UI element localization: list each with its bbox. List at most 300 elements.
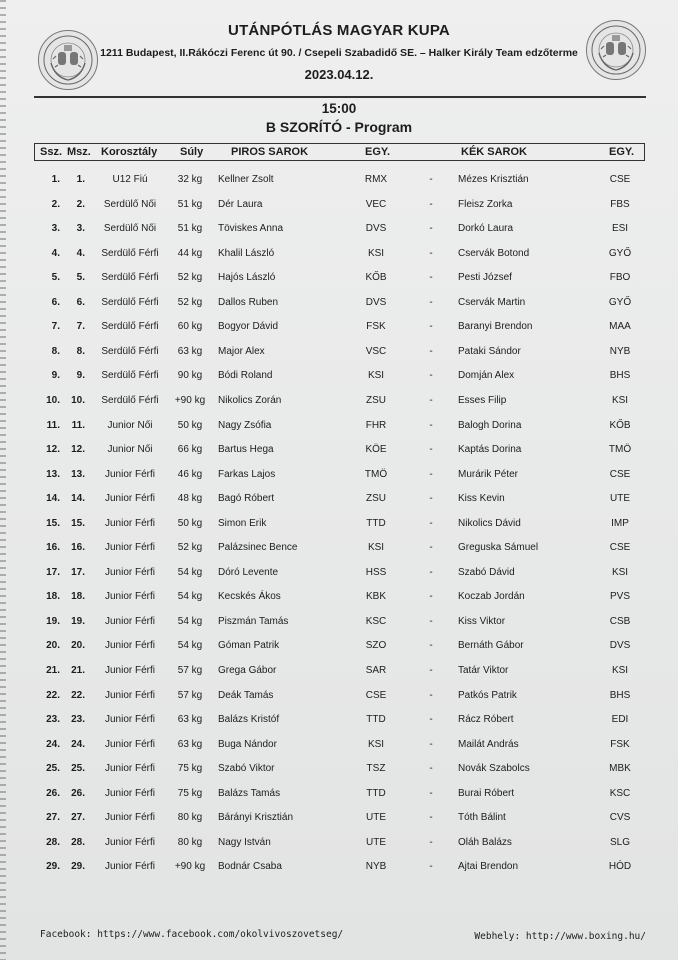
blue-corner-boxer: Greguska Sámuel — [458, 542, 539, 554]
blue-corner-boxer: Ajtai Brendon — [458, 861, 519, 873]
weight-class: 54 kg — [177, 615, 203, 627]
match-number: 18. — [71, 591, 85, 603]
bout-number: 22. — [46, 689, 60, 701]
age-category: U12 Fiú — [112, 174, 148, 185]
red-corner-boxer: Góman Patrik — [218, 640, 280, 652]
table-row — [0, 270, 678, 288]
versus-dash: - — [429, 787, 433, 799]
blue-corner-club: EDI — [611, 714, 629, 726]
blue-corner-boxer: Oláh Balázs — [458, 836, 512, 848]
column-header-weight: Súly — [180, 146, 204, 158]
blue-corner-club: KSI — [611, 394, 629, 406]
versus-dash: - — [429, 174, 433, 185]
red-corner-club: KBK — [365, 591, 386, 603]
red-corner-boxer: Buga Nándor — [218, 738, 277, 750]
match-number: 28. — [71, 836, 85, 848]
bout-number: 29. — [46, 861, 60, 873]
red-corner-boxer: Balázs Tamás — [218, 787, 281, 799]
red-corner-club: NYB — [365, 861, 387, 873]
weight-class: 63 kg — [177, 714, 203, 726]
bout-number: 23. — [46, 714, 60, 726]
blue-corner-boxer: Kaptás Dorina — [458, 444, 522, 456]
bout-number: 10. — [46, 394, 60, 406]
table-row — [0, 246, 678, 264]
red-corner-club: UTE — [366, 812, 386, 824]
red-corner-boxer: Dóró Levente — [218, 566, 279, 578]
age-category: Junior Férfi — [104, 836, 155, 848]
column-header-blue-corner: KÉK SAROK — [461, 146, 528, 158]
age-category: Junior Férfi — [104, 714, 155, 726]
blue-corner-boxer: Kiss Viktor — [458, 615, 506, 627]
versus-dash: - — [429, 542, 433, 554]
red-corner-club: ZSU — [366, 493, 386, 505]
match-number: 21. — [71, 665, 85, 676]
table-row — [0, 589, 678, 607]
table-row — [0, 344, 678, 362]
age-category: Serdülő Férfi — [101, 345, 159, 357]
table-row — [0, 614, 678, 632]
blue-corner-boxer: Mailát András — [458, 738, 519, 750]
versus-dash: - — [429, 345, 433, 357]
blue-corner-club: BHS — [609, 370, 631, 382]
red-corner-club: SAR — [365, 665, 387, 676]
match-number: 1. — [76, 174, 85, 185]
age-category: Junior Férfi — [104, 689, 155, 701]
table-row — [0, 442, 678, 460]
versus-dash: - — [429, 566, 433, 578]
match-number: 12. — [71, 444, 85, 456]
red-corner-boxer: Hajós László — [218, 272, 276, 284]
table-row — [0, 295, 678, 313]
weight-class: 54 kg — [177, 640, 203, 652]
match-number: 10. — [71, 394, 85, 406]
match-number: 5. — [76, 272, 85, 284]
match-number: 9. — [76, 370, 85, 382]
versus-dash: - — [429, 763, 433, 775]
red-corner-boxer: Bodnár Csaba — [218, 861, 282, 873]
red-corner-club: TTD — [366, 787, 386, 799]
weight-class: 57 kg — [177, 689, 203, 701]
versus-dash: - — [429, 296, 433, 308]
versus-dash: - — [429, 665, 433, 676]
versus-dash: - — [429, 493, 433, 505]
column-header-red-club: EGY. — [365, 146, 391, 158]
table-row — [0, 491, 678, 509]
blue-corner-club: KŐB — [609, 419, 631, 431]
age-category: Junior Férfi — [104, 787, 155, 799]
blue-corner-club: GYŐ — [608, 296, 632, 308]
blue-corner-boxer: Murárik Péter — [458, 468, 519, 480]
bout-number: 21. — [46, 665, 60, 676]
match-number: 6. — [76, 296, 85, 308]
match-number: 24. — [71, 738, 85, 750]
red-corner-boxer: Balázs Kristóf — [218, 714, 280, 726]
table-row — [0, 688, 678, 706]
blue-corner-club: DVS — [609, 640, 631, 652]
red-corner-club: KSI — [367, 247, 385, 259]
bout-number: 13. — [46, 468, 60, 480]
red-corner-boxer: Bódi Roland — [218, 370, 273, 382]
red-corner-club: CSE — [365, 689, 387, 701]
bout-number: 12. — [46, 444, 60, 456]
blue-corner-boxer: Burai Róbert — [458, 787, 515, 799]
versus-dash: - — [429, 714, 433, 726]
age-category: Junior Férfi — [104, 640, 155, 652]
red-corner-boxer: Bogyor Dávid — [218, 321, 279, 333]
blue-corner-club: FSK — [610, 738, 630, 750]
table-row — [0, 368, 678, 386]
blue-corner-club: GYŐ — [608, 247, 632, 259]
versus-dash: - — [429, 394, 433, 406]
versus-dash: - — [429, 272, 433, 284]
red-corner-club: KŐB — [365, 272, 387, 284]
table-row — [0, 221, 678, 239]
bout-number: 15. — [46, 517, 60, 529]
blue-corner-boxer: Rácz Róbert — [458, 714, 514, 726]
weight-class: 51 kg — [177, 223, 203, 235]
red-corner-club: KSI — [367, 738, 385, 750]
table-row — [0, 835, 678, 853]
bout-number: 5. — [51, 272, 60, 284]
red-corner-club: KSI — [367, 370, 385, 382]
versus-dash: - — [429, 591, 433, 603]
age-category: Junior Férfi — [104, 517, 155, 529]
red-corner-club: TTD — [366, 517, 386, 529]
age-category: Junior Férfi — [104, 812, 155, 824]
red-corner-boxer: Bárányi Krisztián — [218, 812, 294, 824]
column-header-msz: Msz. — [67, 146, 91, 158]
bout-number: 17. — [46, 566, 60, 578]
bout-number: 11. — [46, 419, 60, 431]
red-corner-club: DVS — [365, 223, 387, 235]
website-link[interactable]: Webhely: http://www.boxing.hu/ — [474, 931, 646, 942]
versus-dash: - — [429, 861, 433, 873]
blue-corner-boxer: Kiss Kevin — [458, 493, 505, 505]
table-row — [0, 418, 678, 436]
weight-class: +90 kg — [174, 861, 206, 873]
event-date: 2023.04.12. — [304, 67, 374, 82]
start-time: 15:00 — [321, 101, 357, 116]
age-category: Serdülő Férfi — [101, 370, 159, 382]
weight-class: 50 kg — [177, 517, 203, 529]
age-category: Junior Férfi — [104, 566, 155, 578]
versus-dash: - — [429, 615, 433, 627]
weight-class: 44 kg — [177, 247, 203, 259]
blue-corner-club: NYB — [609, 345, 631, 357]
versus-dash: - — [429, 444, 433, 456]
age-category: Junior Férfi — [104, 591, 155, 603]
column-header-red-corner: PIROS SAROK — [231, 146, 309, 158]
blue-corner-boxer: Novák Szabolcs — [458, 763, 530, 775]
bout-number: 2. — [51, 198, 60, 210]
bout-number: 1. — [51, 174, 60, 185]
bout-number: 14. — [46, 493, 60, 505]
blue-corner-club: CSE — [609, 174, 631, 185]
blue-corner-boxer: Bernáth Gábor — [458, 640, 524, 652]
red-corner-club: VEC — [365, 198, 387, 210]
red-corner-boxer: Bagó Róbert — [218, 493, 275, 505]
age-category: Serdülő Férfi — [101, 247, 159, 259]
blue-corner-boxer: Pesti József — [458, 272, 512, 284]
red-corner-club: DVS — [365, 296, 387, 308]
versus-dash: - — [429, 812, 433, 824]
table-row — [0, 810, 678, 828]
red-corner-boxer: Szabó Viktor — [218, 763, 275, 775]
red-corner-club: SZO — [365, 640, 387, 652]
weight-class: 75 kg — [177, 763, 203, 775]
bout-number: 4. — [51, 247, 60, 259]
bout-number: 8. — [51, 345, 60, 357]
versus-dash: - — [429, 468, 433, 480]
match-number: 8. — [76, 345, 85, 357]
red-corner-club: RMX — [364, 174, 388, 185]
bout-number: 18. — [46, 591, 60, 603]
blue-corner-club: IMP — [611, 517, 629, 529]
table-row — [0, 467, 678, 485]
blue-corner-club: UTE — [610, 493, 630, 505]
weight-class: +90 kg — [174, 394, 206, 406]
age-category: Serdülő Női — [103, 198, 157, 210]
red-corner-club: FHR — [365, 419, 387, 431]
age-category: Junior Férfi — [104, 763, 155, 775]
versus-dash: - — [429, 247, 433, 259]
blue-corner-boxer: Esses Filip — [458, 394, 507, 406]
red-corner-boxer: Major Alex — [218, 345, 265, 357]
blue-corner-boxer: Dorkó Laura — [458, 223, 514, 235]
red-corner-club: FSK — [366, 321, 386, 333]
blue-corner-boxer: Szabó Dávid — [458, 566, 515, 578]
age-category: Junior Férfi — [104, 468, 155, 480]
weight-class: 80 kg — [177, 836, 203, 848]
red-corner-club: VSC — [365, 345, 387, 357]
red-corner-boxer: Palázsinec Bence — [218, 542, 298, 554]
weight-class: 66 kg — [177, 444, 203, 456]
blue-corner-boxer: Nikolics Dávid — [458, 517, 521, 529]
match-number: 20. — [71, 640, 85, 652]
bout-number: 26. — [46, 787, 60, 799]
versus-dash: - — [429, 640, 433, 652]
blue-corner-club: KSI — [611, 665, 629, 676]
red-corner-boxer: Nagy István — [218, 836, 271, 848]
match-number: 26. — [71, 787, 85, 799]
bout-number: 28. — [46, 836, 60, 848]
red-corner-boxer: Grega Gábor — [218, 665, 277, 676]
blue-corner-club: CVS — [609, 812, 631, 824]
bout-number: 24. — [46, 738, 60, 750]
red-corner-club: KÖE — [365, 444, 387, 456]
match-number: 27. — [71, 812, 85, 824]
match-number: 14. — [71, 493, 85, 505]
match-number: 23. — [71, 714, 85, 726]
blue-corner-club: HÓD — [608, 861, 632, 873]
table-row — [0, 663, 678, 681]
blue-corner-boxer: Patkós Patrik — [458, 689, 517, 701]
blue-corner-club: ESI — [611, 223, 629, 235]
blue-corner-club: FBS — [610, 198, 630, 210]
table-row — [0, 393, 678, 411]
match-number: 16. — [71, 542, 85, 554]
bout-number: 3. — [51, 223, 60, 235]
weight-class: 52 kg — [177, 296, 203, 308]
age-category: Junior Férfi — [104, 665, 155, 676]
versus-dash: - — [429, 321, 433, 333]
weight-class: 54 kg — [177, 591, 203, 603]
weight-class: 75 kg — [177, 787, 203, 799]
column-header-category: Korosztály — [101, 146, 158, 158]
blue-corner-club: SLG — [609, 836, 630, 848]
weight-class: 51 kg — [177, 198, 203, 210]
red-corner-club: TTD — [366, 714, 386, 726]
blue-corner-club: PVS — [609, 591, 630, 603]
versus-dash: - — [429, 419, 433, 431]
weight-class: 90 kg — [177, 370, 203, 382]
blue-corner-boxer: Mézes Krisztián — [458, 174, 529, 185]
weight-class: 52 kg — [177, 542, 203, 554]
weight-class: 32 kg — [177, 174, 203, 185]
weight-class: 48 kg — [177, 493, 203, 505]
facebook-link[interactable]: Facebook: https://www.facebook.com/okolvivoszovetseg/ — [40, 929, 344, 940]
red-corner-club: UTE — [366, 836, 386, 848]
match-number: 7. — [76, 321, 85, 333]
venue-address: 1211 Budapest, II.Rákóczi Ferenc út 90. / Csepeli Szabadidő SE. – Halker Király Team edzőterme — [100, 47, 578, 59]
table-row — [0, 761, 678, 779]
red-corner-club: KSI — [367, 542, 385, 554]
blue-corner-boxer: Cservák Botond — [458, 247, 530, 259]
table-row — [0, 638, 678, 656]
blue-corner-boxer: Tatár Viktor — [458, 665, 509, 676]
age-category: Serdülő Férfi — [101, 321, 159, 333]
bout-number: 9. — [51, 370, 60, 382]
blue-corner-boxer: Koczab Jordán — [458, 591, 525, 603]
blue-corner-club: CSE — [609, 468, 631, 480]
versus-dash: - — [429, 198, 433, 210]
red-corner-boxer: Farkas Lajos — [218, 468, 276, 480]
red-corner-boxer: Nikolics Zorán — [218, 394, 282, 406]
age-category: Serdülő Férfi — [101, 272, 159, 284]
red-corner-club: TMÖ — [364, 468, 388, 480]
match-number: 13. — [71, 468, 85, 480]
weight-class: 80 kg — [177, 812, 203, 824]
match-number: 22. — [71, 689, 85, 701]
red-corner-boxer: Simon Erik — [218, 517, 267, 529]
bout-number: 27. — [46, 812, 60, 824]
red-corner-club: TSZ — [366, 763, 386, 775]
match-number: 25. — [71, 763, 85, 775]
age-category: Junior Férfi — [104, 542, 155, 554]
blue-corner-boxer: Baranyi Brendon — [458, 321, 533, 333]
blue-corner-club: KSI — [611, 566, 629, 578]
match-number: 2. — [76, 198, 85, 210]
red-corner-boxer: Töviskes Anna — [218, 223, 284, 235]
age-category: Junior Férfi — [104, 615, 155, 627]
blue-corner-boxer: Cservák Martin — [458, 296, 526, 308]
age-category: Serdülő Férfi — [101, 296, 159, 308]
versus-dash: - — [429, 836, 433, 848]
bout-number: 6. — [51, 296, 60, 308]
blue-corner-club: MBK — [609, 763, 631, 775]
table-row — [0, 197, 678, 215]
age-category: Junior Férfi — [104, 738, 155, 750]
table-row — [0, 172, 678, 190]
age-category: Junior Férfi — [104, 493, 155, 505]
age-category: Junior Férfi — [104, 861, 155, 873]
table-row — [0, 540, 678, 558]
bout-number: 19. — [46, 615, 60, 627]
table-row — [0, 737, 678, 755]
versus-dash: - — [429, 223, 433, 235]
document-title: UTÁNPÓTLÁS MAGYAR KUPA — [228, 22, 450, 39]
blue-corner-boxer: Fleisz Zorka — [458, 198, 513, 210]
bout-number: 25. — [46, 763, 60, 775]
match-number: 29. — [71, 861, 85, 873]
red-corner-boxer: Piszmán Tamás — [218, 615, 289, 627]
age-category: Serdülő Férfi — [101, 394, 159, 406]
weight-class: 54 kg — [177, 566, 203, 578]
weight-class: 57 kg — [177, 665, 203, 676]
red-corner-club: KSC — [365, 615, 387, 627]
versus-dash: - — [429, 738, 433, 750]
match-number: 19. — [71, 615, 85, 627]
weight-class: 63 kg — [177, 738, 203, 750]
match-number: 15. — [71, 517, 85, 529]
match-number: 3. — [76, 223, 85, 235]
versus-dash: - — [429, 370, 433, 382]
blue-corner-boxer: Pataki Sándor — [458, 345, 521, 357]
red-corner-club: ZSU — [366, 394, 386, 406]
red-corner-club: HSS — [365, 566, 387, 578]
age-category: Serdülő Női — [103, 223, 157, 235]
table-row — [0, 319, 678, 337]
red-corner-boxer: Kecskés Ákos — [218, 591, 281, 603]
versus-dash: - — [429, 517, 433, 529]
bout-number: 16. — [46, 542, 60, 554]
bout-number: 7. — [51, 321, 60, 333]
table-row — [0, 786, 678, 804]
table-row — [0, 859, 678, 877]
table-row — [0, 712, 678, 730]
red-corner-boxer: Khalil László — [218, 247, 275, 259]
table-row — [0, 516, 678, 534]
bout-number: 20. — [46, 640, 60, 652]
match-number: 11. — [71, 419, 85, 431]
red-corner-boxer: Nagy Zsófia — [218, 419, 272, 431]
blue-corner-club: FBO — [609, 272, 631, 284]
blue-corner-boxer: Tóth Bálint — [458, 812, 506, 824]
match-number: 17. — [71, 566, 85, 578]
age-category: Junior Női — [107, 419, 153, 431]
column-header-blue-club: EGY. — [609, 146, 635, 158]
blue-corner-club: BHS — [609, 689, 631, 701]
age-category: Junior Női — [107, 444, 153, 456]
red-corner-boxer: Dér Laura — [218, 198, 263, 210]
blue-corner-club: KSC — [609, 787, 631, 799]
weight-class: 63 kg — [177, 345, 203, 357]
red-corner-boxer: Kellner Zsolt — [218, 174, 274, 185]
red-corner-boxer: Dallos Ruben — [218, 296, 279, 308]
blue-corner-club: MAA — [609, 321, 631, 333]
table-row — [0, 565, 678, 583]
blue-corner-boxer: Domján Alex — [458, 370, 515, 382]
blue-corner-club: CSE — [609, 542, 631, 554]
match-number: 4. — [76, 247, 85, 259]
red-corner-boxer: Bartus Hega — [218, 444, 274, 456]
program-title: B SZORÍTÓ - Program — [265, 119, 413, 135]
weight-class: 60 kg — [177, 321, 203, 333]
blue-corner-club: CSB — [609, 615, 631, 627]
versus-dash: - — [429, 689, 433, 701]
weight-class: 46 kg — [177, 468, 203, 480]
column-header-ssz: Ssz. — [40, 146, 63, 158]
